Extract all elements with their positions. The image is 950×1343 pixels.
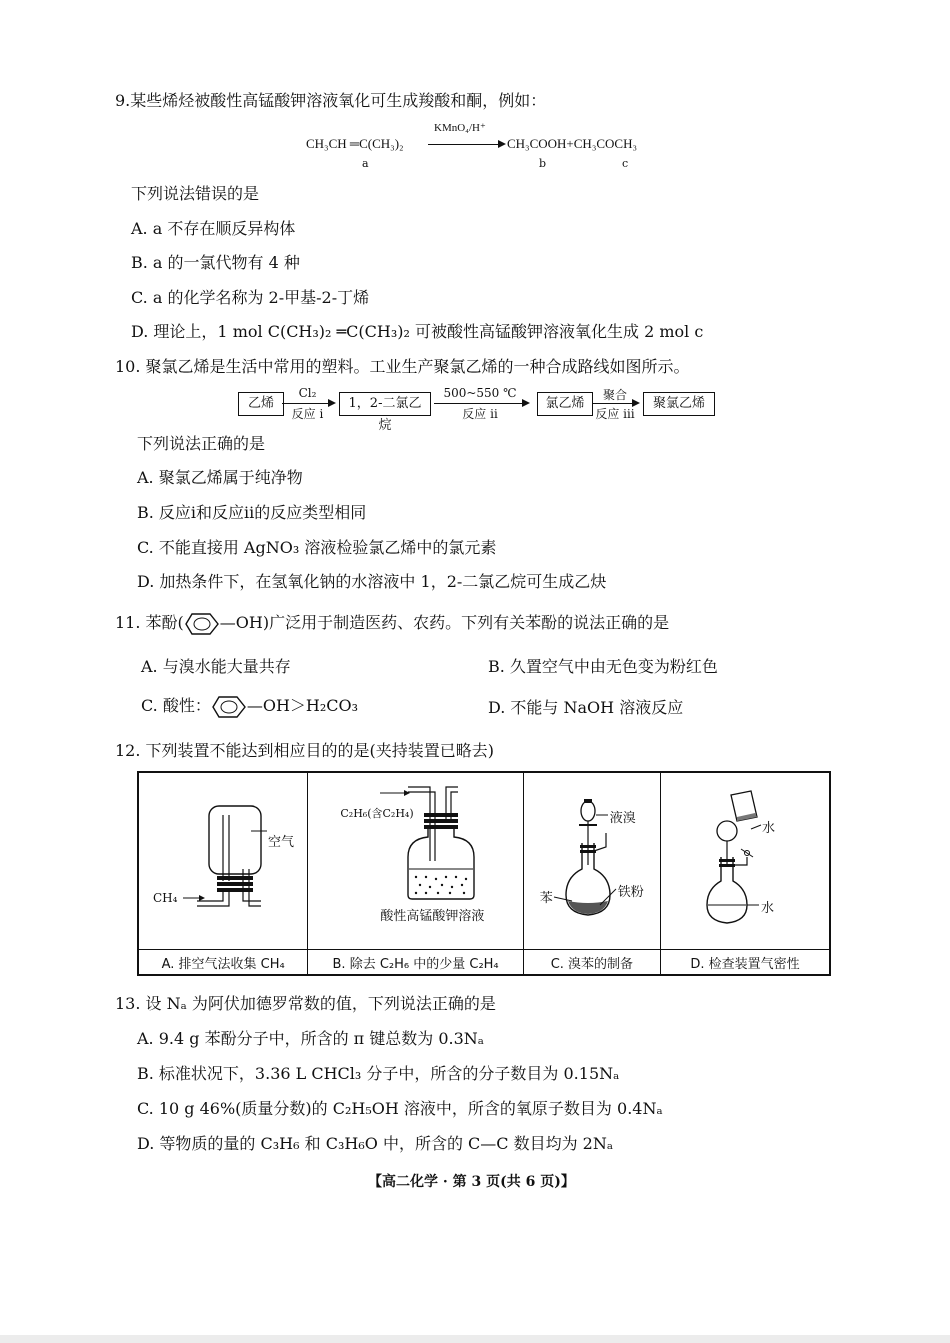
q9-stem: 9.某些烯烃被酸性高锰酸钾溶液氧化可生成羧酸和酮，例如： — [115, 91, 547, 110]
caption-c: C. 溴苯的制备 — [523, 950, 660, 976]
q12-stem: 12. 下列装置不能达到相应目的的是(夹持装置已略去) — [115, 741, 495, 760]
q10-option-c: C. 不能直接用 AgNO₃ 溶液检验氯乙烯中的氯元素 — [137, 538, 497, 557]
label-gas-in: C₂H₆(含C₂H₄) — [340, 807, 414, 820]
q10-box-dichloroethane: 1，2-二氯乙烷 — [339, 392, 431, 416]
q10-arrow3 — [592, 403, 638, 404]
q11-stem-after: )广泛用于制造医药、农药。下列有关苯酚的说法正确的是 — [262, 613, 670, 632]
q10-prompt: 下列说法正确的是 — [137, 434, 266, 453]
caption-b: B. 除去 C₂H₆ 中的少量 C₂H₄ — [308, 950, 523, 976]
q10-arrow2-bottom: 反应 ⅱ — [462, 407, 498, 421]
bromobenzene-flask-icon — [524, 773, 660, 945]
q9-products: CH₃COOH+CH₃COCH₃ — [507, 136, 637, 151]
caption-d: D. 检查装置气密性 — [661, 950, 831, 976]
q10-arrow2-top: 500~550 ℃ — [443, 386, 517, 400]
label-iron-powder: 铁粉 — [617, 885, 644, 900]
q9-reaction-arrow — [428, 144, 504, 145]
q10-box-ethylene: 乙烯 — [238, 392, 284, 416]
benzene-ring-icon — [184, 612, 220, 636]
q9-label-b: b — [539, 157, 547, 170]
q9-label-a: a — [362, 157, 369, 170]
label-air: 空气 — [268, 835, 295, 850]
q10-arrow2 — [434, 403, 528, 404]
label-water-top: 水 — [762, 821, 776, 836]
q11-stem-before: 11. 苯酚( — [115, 613, 184, 632]
q10-box-pvc: 聚氯乙烯 — [643, 392, 715, 416]
airtightness-check-flask-icon — [661, 773, 829, 945]
q9-option-d: D. 理论上，1 mol C(CH₃)₂ ═C(CH₃)₂ 可被酸性高锰酸钾溶液氧化生成 2 mol c — [131, 322, 704, 341]
q10-arrow1 — [282, 403, 334, 404]
q9-option-a: A. a 不存在顺反异构体 — [131, 219, 296, 238]
q10-box-vinyl-chloride: 氯乙烯 — [537, 392, 593, 416]
q9-option-c: C. a 的化学名称为 2-甲基-2-丁烯 — [131, 288, 370, 307]
label-benzene: 苯 — [539, 891, 553, 906]
label-liquid-bromine: 液溴 — [609, 811, 636, 826]
q13-option-a: A. 9.4 g 苯酚分子中，所含的 π 键总数为 0.3Nₐ — [137, 1029, 484, 1048]
q11-option-b: B. 久置空气中由无色变为粉红色 — [488, 657, 718, 676]
label-water-bottom: 水 — [761, 901, 775, 916]
benzene-ring-icon — [211, 695, 247, 719]
apparatus-c — [523, 772, 660, 950]
apparatus-b — [308, 772, 523, 950]
q13-option-d: D. 等物质的量的 C₃H₆ 和 C₃H₆O 中，所含的 C—C 数目均为 2Nₐ — [137, 1134, 614, 1153]
q13-option-c: C. 10 g 46%(质量分数)的 C₂H₅OH 溶液中，所含的氧原子数目为 0.4Nₐ — [137, 1099, 663, 1118]
q10-arrow1-top: Cl₂ — [298, 386, 317, 400]
q10-option-a: A. 聚氯乙烯属于纯净物 — [137, 468, 303, 487]
gas-collection-bottle-icon — [139, 773, 307, 945]
q13-stem: 13. 设 Nₐ 为阿伏加德罗常数的值，下列说法正确的是 — [115, 994, 496, 1013]
page-bottom-band — [0, 1335, 950, 1343]
q10-option-d: D. 加热条件下，在氢氧化钠的水溶液中 1，2-二氯乙烷可生成乙炔 — [137, 572, 607, 591]
q9-reagent: KMnO₄/H⁺ — [434, 122, 486, 134]
apparatus-a — [138, 772, 308, 950]
q9-prompt: 下列说法错误的是 — [131, 184, 260, 203]
page-footer: 【高二化学 · 第 3 页(共 6 页)】 — [368, 1174, 575, 1190]
q10-arrow3-top: 聚合 — [602, 388, 627, 402]
q11-option-a: A. 与溴水能大量共存 — [141, 657, 291, 676]
q10-arrow1-bottom: 反应 ⅰ — [291, 407, 324, 421]
q11-option-c — [141, 693, 358, 719]
label-kmno4-solution: 酸性高锰酸钾溶液 — [380, 909, 485, 924]
q9-option-b: B. a 的一氯代物有 4 种 — [131, 253, 300, 272]
q9-label-c: c — [622, 157, 629, 170]
q11-stem-oh: —OH — [219, 613, 263, 632]
q11-option-c-suffix: —OH＞H₂CO₃ — [246, 696, 359, 715]
caption-a: A. 排空气法收集 CH₄ — [138, 950, 308, 976]
q11-option-d: D. 不能与 NaOH 溶液反应 — [488, 698, 684, 717]
q9-reactant: CH₃CH ═C(CH₃)₂ — [306, 136, 404, 151]
q11-stem — [115, 610, 669, 636]
apparatus-d — [661, 772, 831, 950]
q10-stem: 10. 聚氯乙烯是生活中常用的塑料。工业生产聚氯乙烯的一种合成路线如图所示。 — [115, 357, 690, 376]
q13-option-b: B. 标准状况下，3.36 L CHCl₃ 分子中，所含的分子数目为 0.15Nₐ — [137, 1064, 620, 1083]
label-ch4: CH₄ — [153, 891, 178, 905]
q10-option-b: B. 反应ⅰ和反应ⅱ的反应类型相同 — [137, 503, 367, 522]
q10-arrow3-bottom: 反应 ⅲ — [595, 407, 635, 421]
q11-option-c-prefix: C. 酸性： — [141, 696, 211, 715]
q12-apparatus-table — [137, 771, 831, 976]
